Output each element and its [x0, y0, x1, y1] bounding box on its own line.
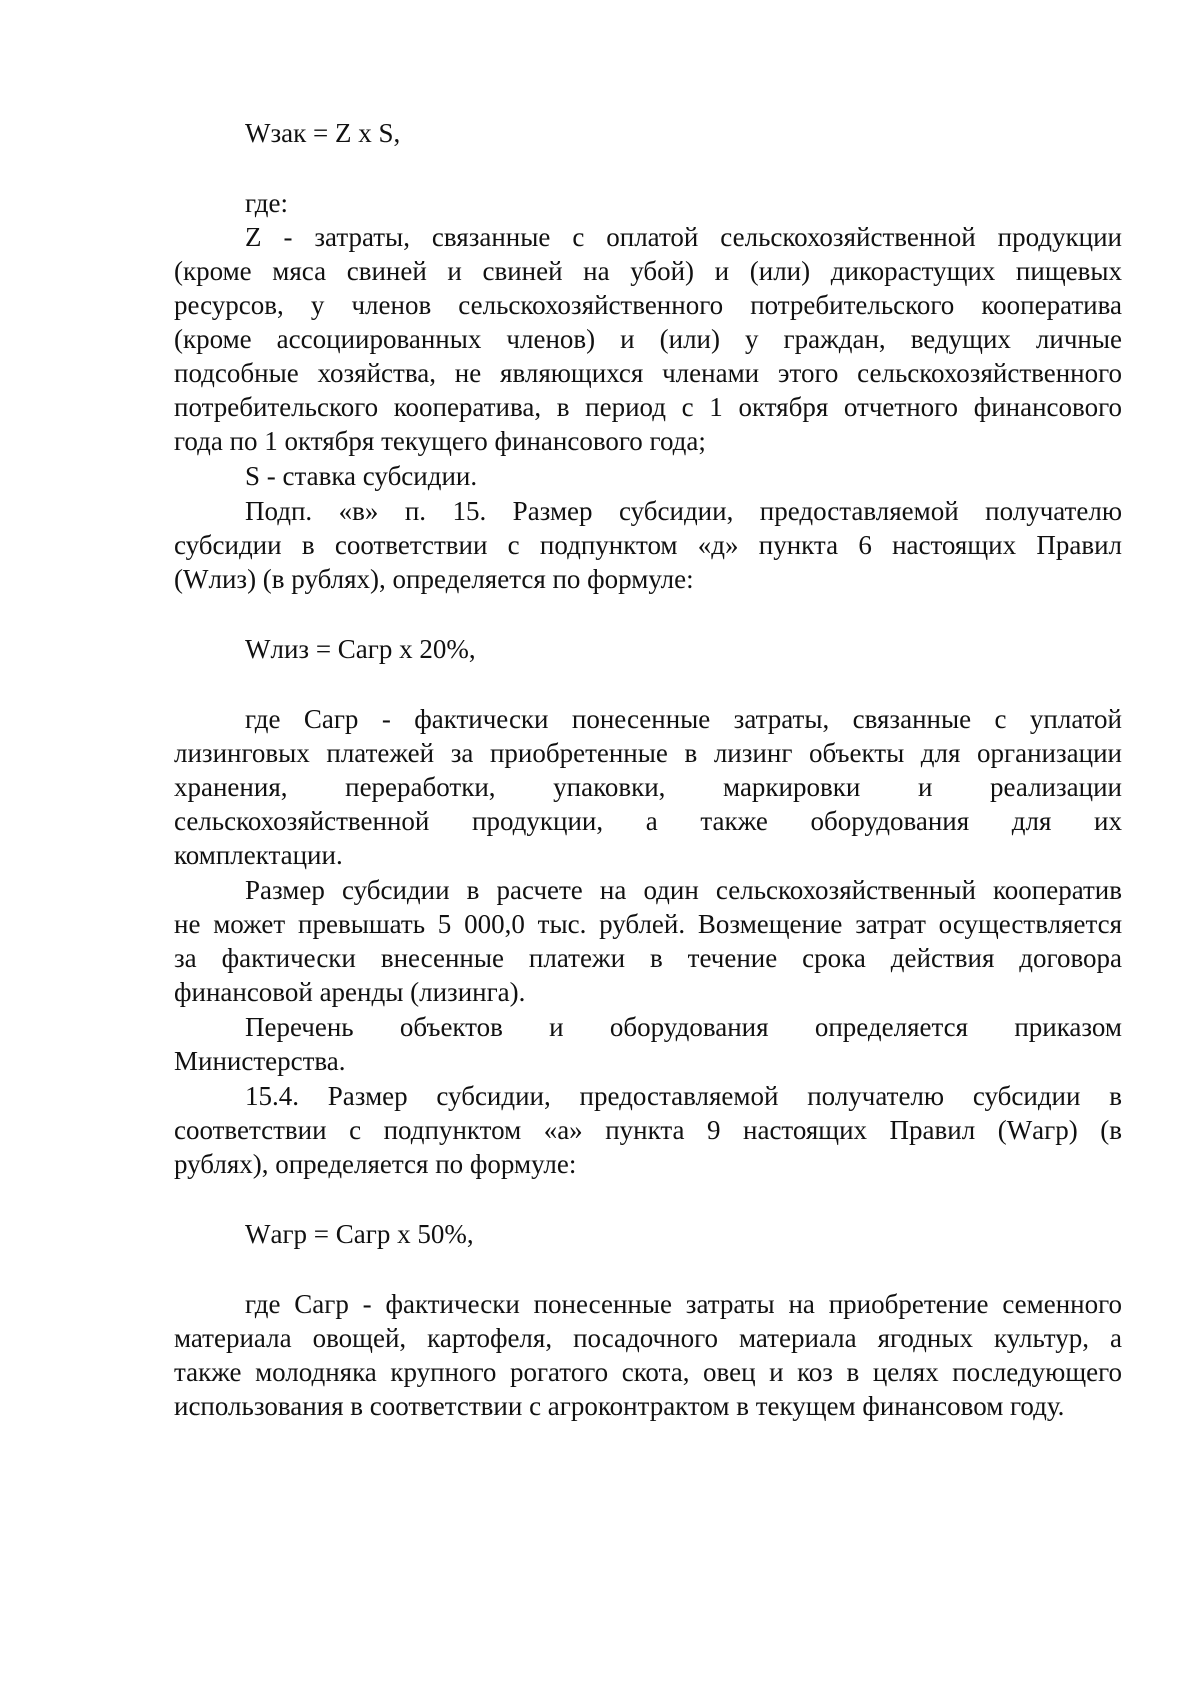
subparagraph-v-line: (Wлиз) (в рублях), определяется по формуле:	[174, 564, 694, 594]
z-definition-line: потребительского кооператива, в период с 1 октября отчетного финансового	[174, 392, 1122, 422]
z-definition-line: Z - затраты, связанные с оплатой сельскохозяйственной продукции	[245, 222, 1122, 252]
sagr-leasing-line: хранения, переработки, упаковки, маркировки и реализации	[174, 772, 1122, 802]
formula-wliz: Wлиз = Сагр x 20%,	[245, 634, 476, 664]
z-definition-line: подсобные хозяйства, не являющихся членами этого сельскохозяйственного	[174, 358, 1122, 388]
paragraph-15-4-line: 15.4. Размер субсидии, предоставляемой получателю субсидии в	[245, 1081, 1122, 1111]
formula-wzak: Wзак = Z x S,	[245, 118, 401, 148]
sagr-leasing-line: комплектации.	[174, 840, 343, 870]
equipment-list-line: Перечень объектов и оборудования определяется приказом	[245, 1012, 1122, 1042]
z-definition-line: года по 1 октября текущего финансового года;	[174, 426, 706, 456]
paragraph-15-4-line: рублях), определяется по формуле:	[174, 1149, 577, 1179]
sagr-seed-line: также молодняка крупного рогатого скота, овец и коз в целях последующего	[174, 1357, 1122, 1387]
s-definition: S - ставка субсидии.	[245, 461, 478, 491]
sagr-leasing-line: лизинговых платежей за приобретенные в лизинг объекты для организации	[174, 738, 1122, 768]
z-definition-line: (кроме ассоциированных членов) и (или) у граждан, ведущих личные	[174, 324, 1122, 354]
formula-wagr: Wагр = Сагр x 50%,	[245, 1219, 474, 1249]
sagr-seed-line: где Сагр - фактически понесенные затраты на приобретение семенного	[245, 1289, 1122, 1319]
sagr-leasing-line: где Сагр - фактически понесенные затраты, связанные с уплатой	[245, 704, 1122, 734]
subparagraph-v-line: субсидии в соответствии с подпунктом «д» пункта 6 настоящих Правил	[174, 530, 1122, 560]
paragraph-15-4-line: соответствии с подпунктом «а» пункта 9 настоящих Правил (Wагр) (в	[174, 1115, 1122, 1145]
equipment-list-line: Министерства.	[174, 1046, 346, 1076]
subsidy-limit-line: за фактически внесенные платежи в течение срока действия договора	[174, 943, 1122, 973]
subsidy-limit-line: Размер субсидии в расчете на один сельскохозяйственный кооператив	[245, 875, 1122, 905]
where-label: где:	[245, 188, 288, 218]
z-definition-line: ресурсов, у членов сельскохозяйственного потребительского кооператива	[174, 290, 1122, 320]
subsidy-limit-line: финансовой аренды (лизинга).	[174, 977, 526, 1007]
sagr-seed-line: материала овощей, картофеля, посадочного материала ягодных культур, а	[174, 1323, 1122, 1353]
z-definition-line: (кроме мяса свиней и свиней на убой) и (или) дикорастущих пищевых	[174, 256, 1122, 286]
subparagraph-v-line: Подп. «в» п. 15. Размер субсидии, предоставляемой получателю	[245, 496, 1122, 526]
sagr-leasing-line: сельскохозяйственной продукции, а также оборудования для их	[174, 806, 1122, 836]
sagr-seed-line: использования в соответствии с агроконтрактом в текущем финансовом году.	[174, 1391, 1065, 1421]
subsidy-limit-line: не может превышать 5 000,0 тыс. рублей. Возмещение затрат осуществляется	[174, 909, 1122, 939]
